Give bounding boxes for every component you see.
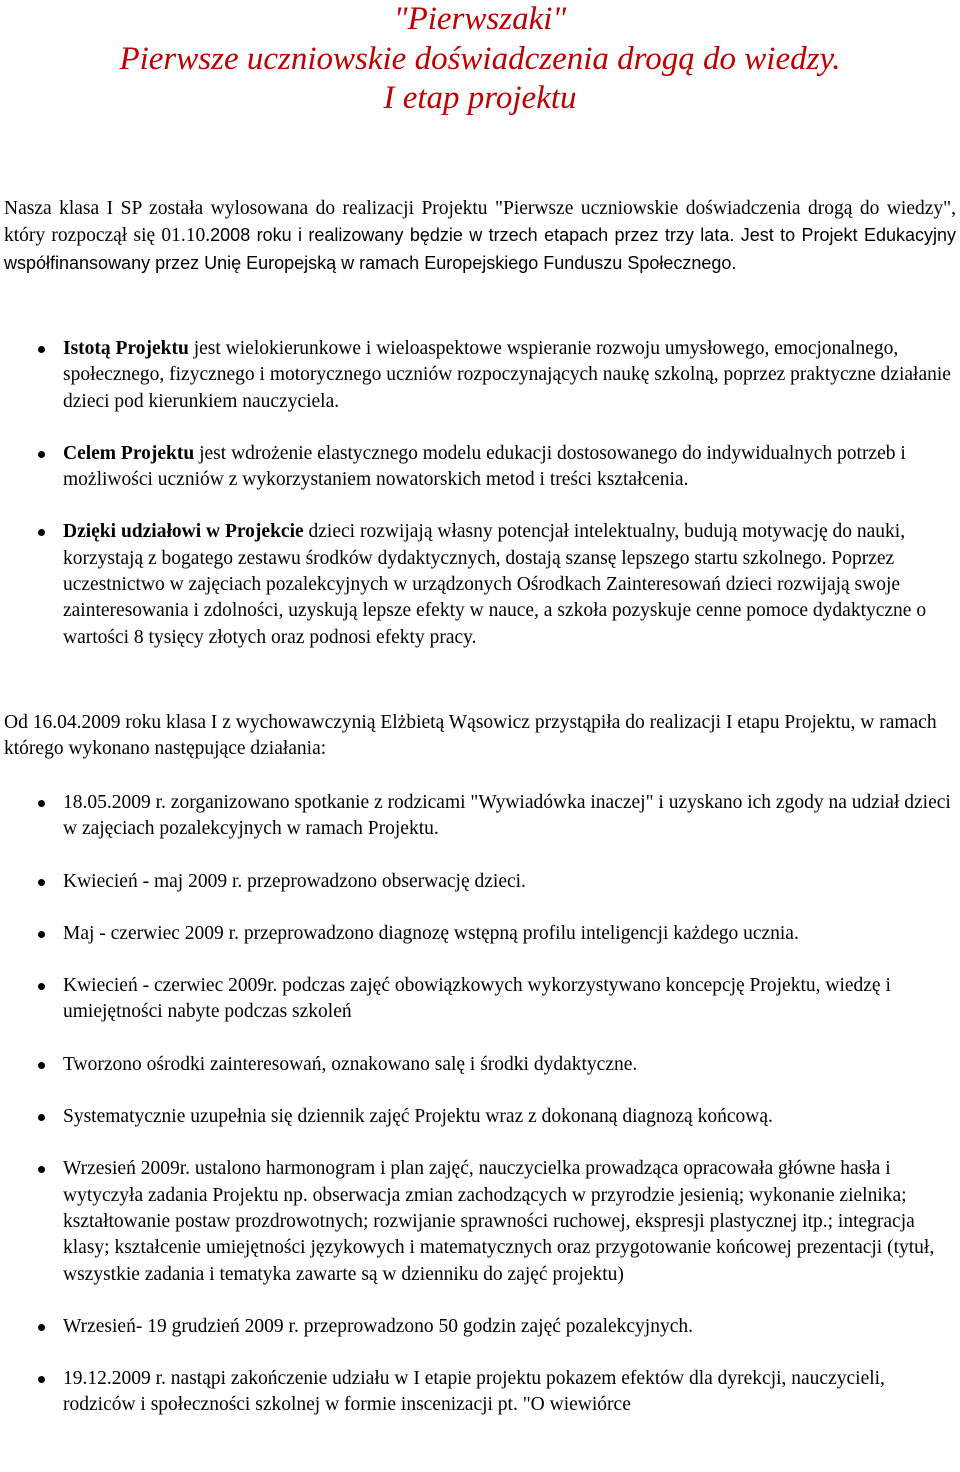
list-item xyxy=(0,973,960,1026)
intro-text-sans: 2008 roku i realizowany będzie w trzech etapach przez trzy lata. Jest to Projekt Edukacyjny współfinansowany przez Unię Europejską w ramach Europejskiego Funduszu Społecznego. xyxy=(4,225,956,273)
title-line-2: Pierwsze uczniowskie doświadczenia drogą do wiedzy. xyxy=(119,40,841,77)
list-item xyxy=(0,921,960,947)
activity-text: Wrzesień 2009r. ustalono harmonogram i plan zajęć, nauczycielka prowadząca opracowała główne hasła i wytyczyła zadania Projektu np. obserwacja zmian zachodzących w przyrodzie jesienią; wykonanie zielnika; kształtowanie postaw prozdrowotnych; rozwijanie sprawności ruchowej, ekspresji plastycznej itp.; integracja klasy; kształcenie umiejętności językowych i matematycznych oraz przygotowanie końcowej prezentacji (tytuł, wszystkie zadania i tematyka zawarte są w dzienniku do zajęć projektu) xyxy=(63,1158,935,1285)
goals-list xyxy=(0,336,960,677)
goal-text: dzieci rozwijają własny potencjał intelektualny, budują motywację do nauki, korzystają z bogatego zestawu środków dydaktycznych, dostają szansę lepszego startu szkolnego. Poprzez uczestnictwo w zajęciach pozalekcyjnych w urządzonych Ośrodkach Zainteresowań dzieci rozwijają swoje zainteresowania i zdolności, uzyskują lepsze efekty w nauce, a szkoła pozyskuje cenne pomoce dydaktyczne o wartości 8 tysięcy złotych oraz podnosi efekty pracy. xyxy=(63,521,927,648)
bullet-icon xyxy=(38,529,45,536)
list-item xyxy=(0,790,960,843)
goal-heading: Dzięki udziałowi w Projekcie xyxy=(63,521,304,543)
list-item xyxy=(0,1156,960,1287)
bullet-icon xyxy=(38,879,45,886)
intro-text-serif: Nasza klasa I SP została wylosowana do realizacji Projektu "Pierwsze uczniowskie doświadczenia drogą do wiedzy", który rozpoczął się 01.10. xyxy=(4,198,956,247)
bullet-icon xyxy=(38,346,45,353)
list-item xyxy=(0,1104,960,1130)
goal-heading: Istotą Projektu xyxy=(63,338,189,359)
bullet-icon xyxy=(38,1376,45,1383)
bullet-icon xyxy=(38,983,45,990)
bullet-icon xyxy=(38,800,45,807)
bullet-icon xyxy=(38,1062,45,1069)
activity-text: 18.05.2009 r. zorganizowano spotkanie z rodzicami "Wywiadówka inaczej" i uzyskano ich zgody na udział dzieci w zajęciach pozalekcyjnych w ramach Projektu. xyxy=(63,792,951,840)
activity-text: 19.12.2009 r. nastąpi zakończenie udziału w I etapie projektu pokazem efektów dla dyrekcji, nauczycieli, rodziców i społeczności szkolnej w formie inscenizacji pt. "O wiewiórce xyxy=(63,1368,885,1416)
activity-text: Systematycznie uzupełnia się dziennik zajęć Projektu wraz z dokonaną diagnozą końcową. xyxy=(63,1106,773,1128)
list-item xyxy=(0,1052,960,1078)
list-item xyxy=(0,869,960,895)
bullet-icon xyxy=(38,1324,45,1331)
activity-text: Maj - czerwiec 2009 r. przeprowadzono diagnozę wstępną profilu inteligencji każdego ucznia. xyxy=(63,922,799,944)
list-item xyxy=(0,519,960,650)
title-line-1: "Pierwszaki" xyxy=(393,1,567,37)
bullet-icon xyxy=(38,1166,45,1173)
list-item xyxy=(0,336,960,415)
goal-heading: Celem Projektu xyxy=(63,442,195,464)
title-line-3: I etap projektu xyxy=(383,80,577,116)
goal-text: jest wdrożenie elastycznego modelu edukacji dostosowanego do indywidualnych potrzeb i możliwości uczniów z wykorzystaniem nowatorskich metod i treści kształcenia. xyxy=(63,442,906,491)
goal-text: jest wielokierunkowe i wieloaspektowe wspieranie rozwoju umysłowego, emocjonalnego, społecznego, fizycznego i motorycznego uczniów rozpoczynających naukę szkolną, poprzez praktyczne działanie dzieci pod kierunkiem nauczyciela. xyxy=(63,338,951,412)
activities-list xyxy=(0,790,960,1445)
bullet-icon xyxy=(38,1114,45,1121)
bullet-icon xyxy=(38,451,45,458)
activity-text: Kwiecień - maj 2009 r. przeprowadzono obserwację dzieci. xyxy=(63,870,526,892)
activity-text: Wrzesień- 19 grudzień 2009 r. przeprowadzono 50 godzin zajęć pozalekcyjnych. xyxy=(63,1315,694,1337)
activity-text: Tworzono ośrodki zainteresowań, oznakowano salę i środki dydaktyczne. xyxy=(63,1053,638,1075)
list-item xyxy=(0,1314,960,1340)
activity-text: Kwiecień - czerwiec 2009r. podczas zajęć obowiązkowych wykorzystywano koncepcję Projektu, wiedzę i umiejętności nabyte podczas szkoleń xyxy=(63,975,891,1023)
bullet-icon xyxy=(38,931,45,938)
document-title xyxy=(0,0,960,119)
list-item xyxy=(0,1366,960,1419)
intro-paragraph xyxy=(4,196,956,277)
summary-paragraph: Od 16.04.2009 roku klasa I z wychowawczynią Elżbietą Wąsowicz przystąpiła do realizacji I etapu Projektu, w ramach którego wykonano następujące działania: xyxy=(4,712,937,760)
list-item xyxy=(0,441,960,494)
